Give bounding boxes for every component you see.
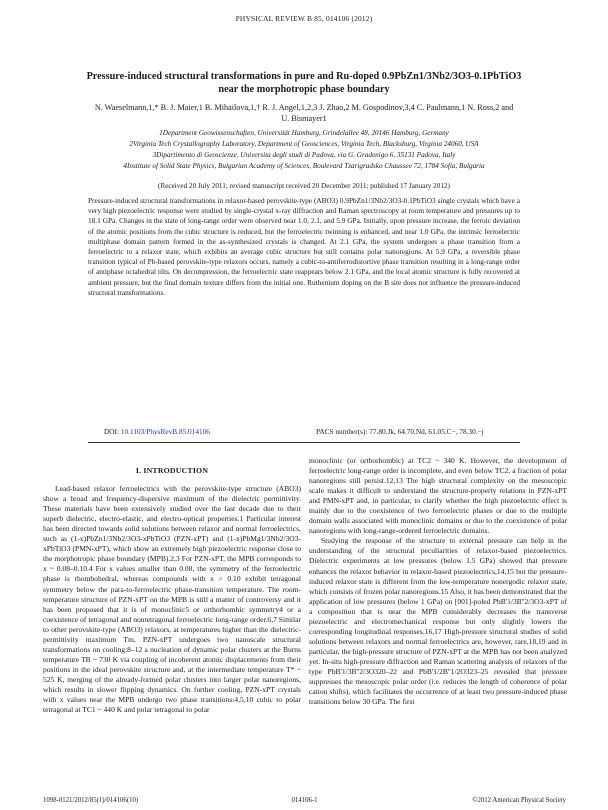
authors-line-2: U. Bismayer1 <box>281 114 327 123</box>
author-list <box>30 102 578 124</box>
section-heading: I. INTRODUCTION <box>135 466 209 475</box>
running-head: PHYSICAL REVIEW B 85, 014106 (2012) <box>235 14 373 23</box>
footer-page-number: 014106-1 <box>291 797 318 804</box>
body-paragraph: Studying the response of the structure to external pressure can help in the understanding of the structural peculiarities of relaxor-based piezoelectrics. Dielectric experiments at low pressures (below 1.5 GPa) showed that pressure enhances the relaxor behavior in relaxor-based piezoelectrics,14,15 but the pressure-induced relaxor state is different from the low-temperature nonergodic relaxor state, which consists of frozen polar nanoregions.15 Also, it has been demonstrated that the application of low pressures (below 1 GPa) on [001]-poled PbB'1/3B''2/3O3-xPT of a composition that is near the MPB considerably decreases the transverse piezoelectric and electromechanical response but only slightly lowers the corresponding longitudinal responses.16,17 High-pressure structural studies of solid solutions between relaxors and normal ferroelectrics are, however, rare,18,19 and in particular, the high-pressure structure of PZN-xPT at the MPB has not been analyzed yet. In-situ high-pressure diffraction and Raman scattering analysis of relaxors of the type PbB'1/3B''2/3O320–22 and PbB'1/2B''1/2O323–25 revealed that pressure suppresses the mesoscopic polar order (i.e. reduces the length of coherence of polar cation shifts), which facilitates the occurrence of at least two pressure-induced phase transitions below 30 GPa. The first <box>309 536 567 707</box>
paper-title <box>40 70 568 96</box>
title-line-1: Pressure-induced structural transformations in pure and Ru-doped 0.9PbZn1/3Nb2/3O3-0.1PbTiO3 <box>86 71 522 82</box>
affiliation-2: 2Virginia Tech Crystallography Laboratory, Department of Geosciences, Virginia Tech, Blacksburg, Virginia 24060, USA <box>129 140 479 148</box>
footer-copyright: ©2012 American Physical Society <box>472 797 566 804</box>
abstract-divider <box>88 442 520 443</box>
right-column <box>309 456 567 707</box>
footer-issn: 1098-0121/2012/85(1)/014106(10) <box>43 797 139 804</box>
affiliation-1: 1Department Geowissenschaften, Universität Hamburg, Grindelallee 48, 20146 Hamburg, Germany <box>159 129 449 137</box>
affiliation-4: 4Institute of Solid State Physics, Bulgarian Academy of Sciences, Boulevard Tzarigradsko Chaussee 72, 1784 Sofia, Bulgaria <box>123 162 485 170</box>
doi-link[interactable]: 10.1103/PhysRevB.85.014106 <box>120 427 210 436</box>
authors-line-1: N. Waeselmann,1,* B. J. Maier,1 B. Mihailova,1,† R. J. Angel,1,2,3 J. Zhao,2 M. Gospodinov,3,4 C. Paulmann,1 N. Ross,2 and <box>94 103 514 112</box>
body-paragraph: monoclinic (or orthorhombic) at TC2 ~ 340 K. However, the development of ferroelectric long-range order is incomplete, and even below TC2, a fraction of polar nanoregions still persist.12,13 The high structural complexity on the mesoscopic scale makes it difficult to understand the structure-property relations in PZN-xPT and PMN-xPT and, in particular, to clarify whether the high piezoelectric effect is mainly due to the coexistence of two ferroelectric phases or due to the multiple domain walls associated with monoclinic domains or due to the coexistence of polar nanoregions with long-range-ordered ferroelectric domains. <box>309 456 567 536</box>
title-line-2: near the morphotropic phase boundary <box>218 84 390 95</box>
affiliation-3: 3Dipartimento di Geoscienze, Universita degli studi di Padova, via G. Gradenigo 6, 35131 Padova, Italy <box>152 151 456 159</box>
body-paragraph: Lead-based relaxor ferroelectrics with the perovskite-type structure (ABO3) show a broad and frequency-dispersive maximum of the dielectric permittivity. These materials have been extensively studied over the last decade due to their superb dielectric, electro-elastic, and electro-optical properties.1 Particular interest has been directed towards solid solutions between relaxor and normal ferroelectrics, such as (1-x)PbZn1/3Nb2/3O3-xPbTiO3 (PZN-xPT) and (1-x)PbMg1/3Nb2/3O3-xPbTiO3 (PMN-xPT), which show an extremely high piezoelectric response close to the morphotropic phase boundary (MPB).2,3 For PZN-xPT, the MPB corresponds to x ~ 0.08–0.10.4 For x values smaller than 0.08, the symmetry of the ferroelectric phase is rhombohedral, whereas compounds with x > 0.10 exhibit tetragonal symmetry below the para-to-ferroelectric phase-transition temperature. The room-temperature structure of PZN-xPT on the MPB is still a matter of controversy and it has been proposed that it is of monoclinic5 or orthorhombic symmetry4 or a coexistence of tetragonal and nontetragonal ferroelectric long-range order.6,7 Similar to other perovskite-type (ABO3) relaxors, at temperatures higher than the dielectric-permittivity maximum Tm, PZN-xPT undergoes two nanoscale structural transformations on cooling:8–12 a nucleation of dynamic polar clusters at the Burns temperature TB ~ 730 K via coupling of incoherent atomic displacements from their positions in the ideal perovskite structure and, at the intermediate temperature T* ~ 525 K, merging of the already-formed polar clusters into larger polar nanoregions, which results in slower flipping dynamics. On further cooling, PZN-xPT crystals with x values near the MPB undergo two phase transitions:4,5,10 cubic to polar tetragonal at TC1 ~ 440 K and polar tetragonal to polar <box>43 484 301 715</box>
abstract <box>88 196 520 298</box>
abstract-text: Pressure-induced structural transformations in relaxor-based perovskite-type (ABO3) 0.9PbZn1/3Nb2/3O3-0.1PbTiO3 single crystals which have a very high piezoelectric response were studied by single-crystal x-ray diffraction and Raman spectroscopy at room temperature and pressures up to 18.1 GPa. Changes in the state of long-range order were observed near 1.0, 2.1, and 5.9 GPa. Initially, upon pressure increase, the ferroic deviation of the atomic positions from the cubic structure is reduced, but the ferroelectric twinning is enhanced, and near 1.0 GPa, the intrinsic ferroelectric multiphase domain pattern formed in the as-synthesized crystals is changed. At 2.1 GPa, the system undergoes a phase transition from a ferroelectric to a relaxor state, which exhibits an average cubic structure but still contains polar nanoregions. At 5.9 GPa, a reversible phase transition typical of Pb-based perovskite-type relaxors occurs, namely a cubic-to-antiferrodistortive phase transition resulting in a long-range order of antiphase octahedral tilts. On decompression, the ferroelectric state reappears below 2.1 GPa, and the local atomic structure is fully recovered at ambient pressure, but the final domain texture differs from the initial one. Ruthenium doping on the B site does not influence the pressure-induced structural transformations. <box>88 196 520 297</box>
pacs-numbers: PACS number(s): 77.80.Jk, 64.70.Nd, 61.05.C−, 78.30.−j <box>316 427 484 436</box>
left-column <box>43 466 301 715</box>
doi-prefix: DOI: <box>104 427 121 436</box>
doi-line <box>104 427 210 436</box>
received-dates: (Received 20 July 2011; revised manuscript received 20 December 2011; published 17 January 2012) <box>158 182 450 190</box>
